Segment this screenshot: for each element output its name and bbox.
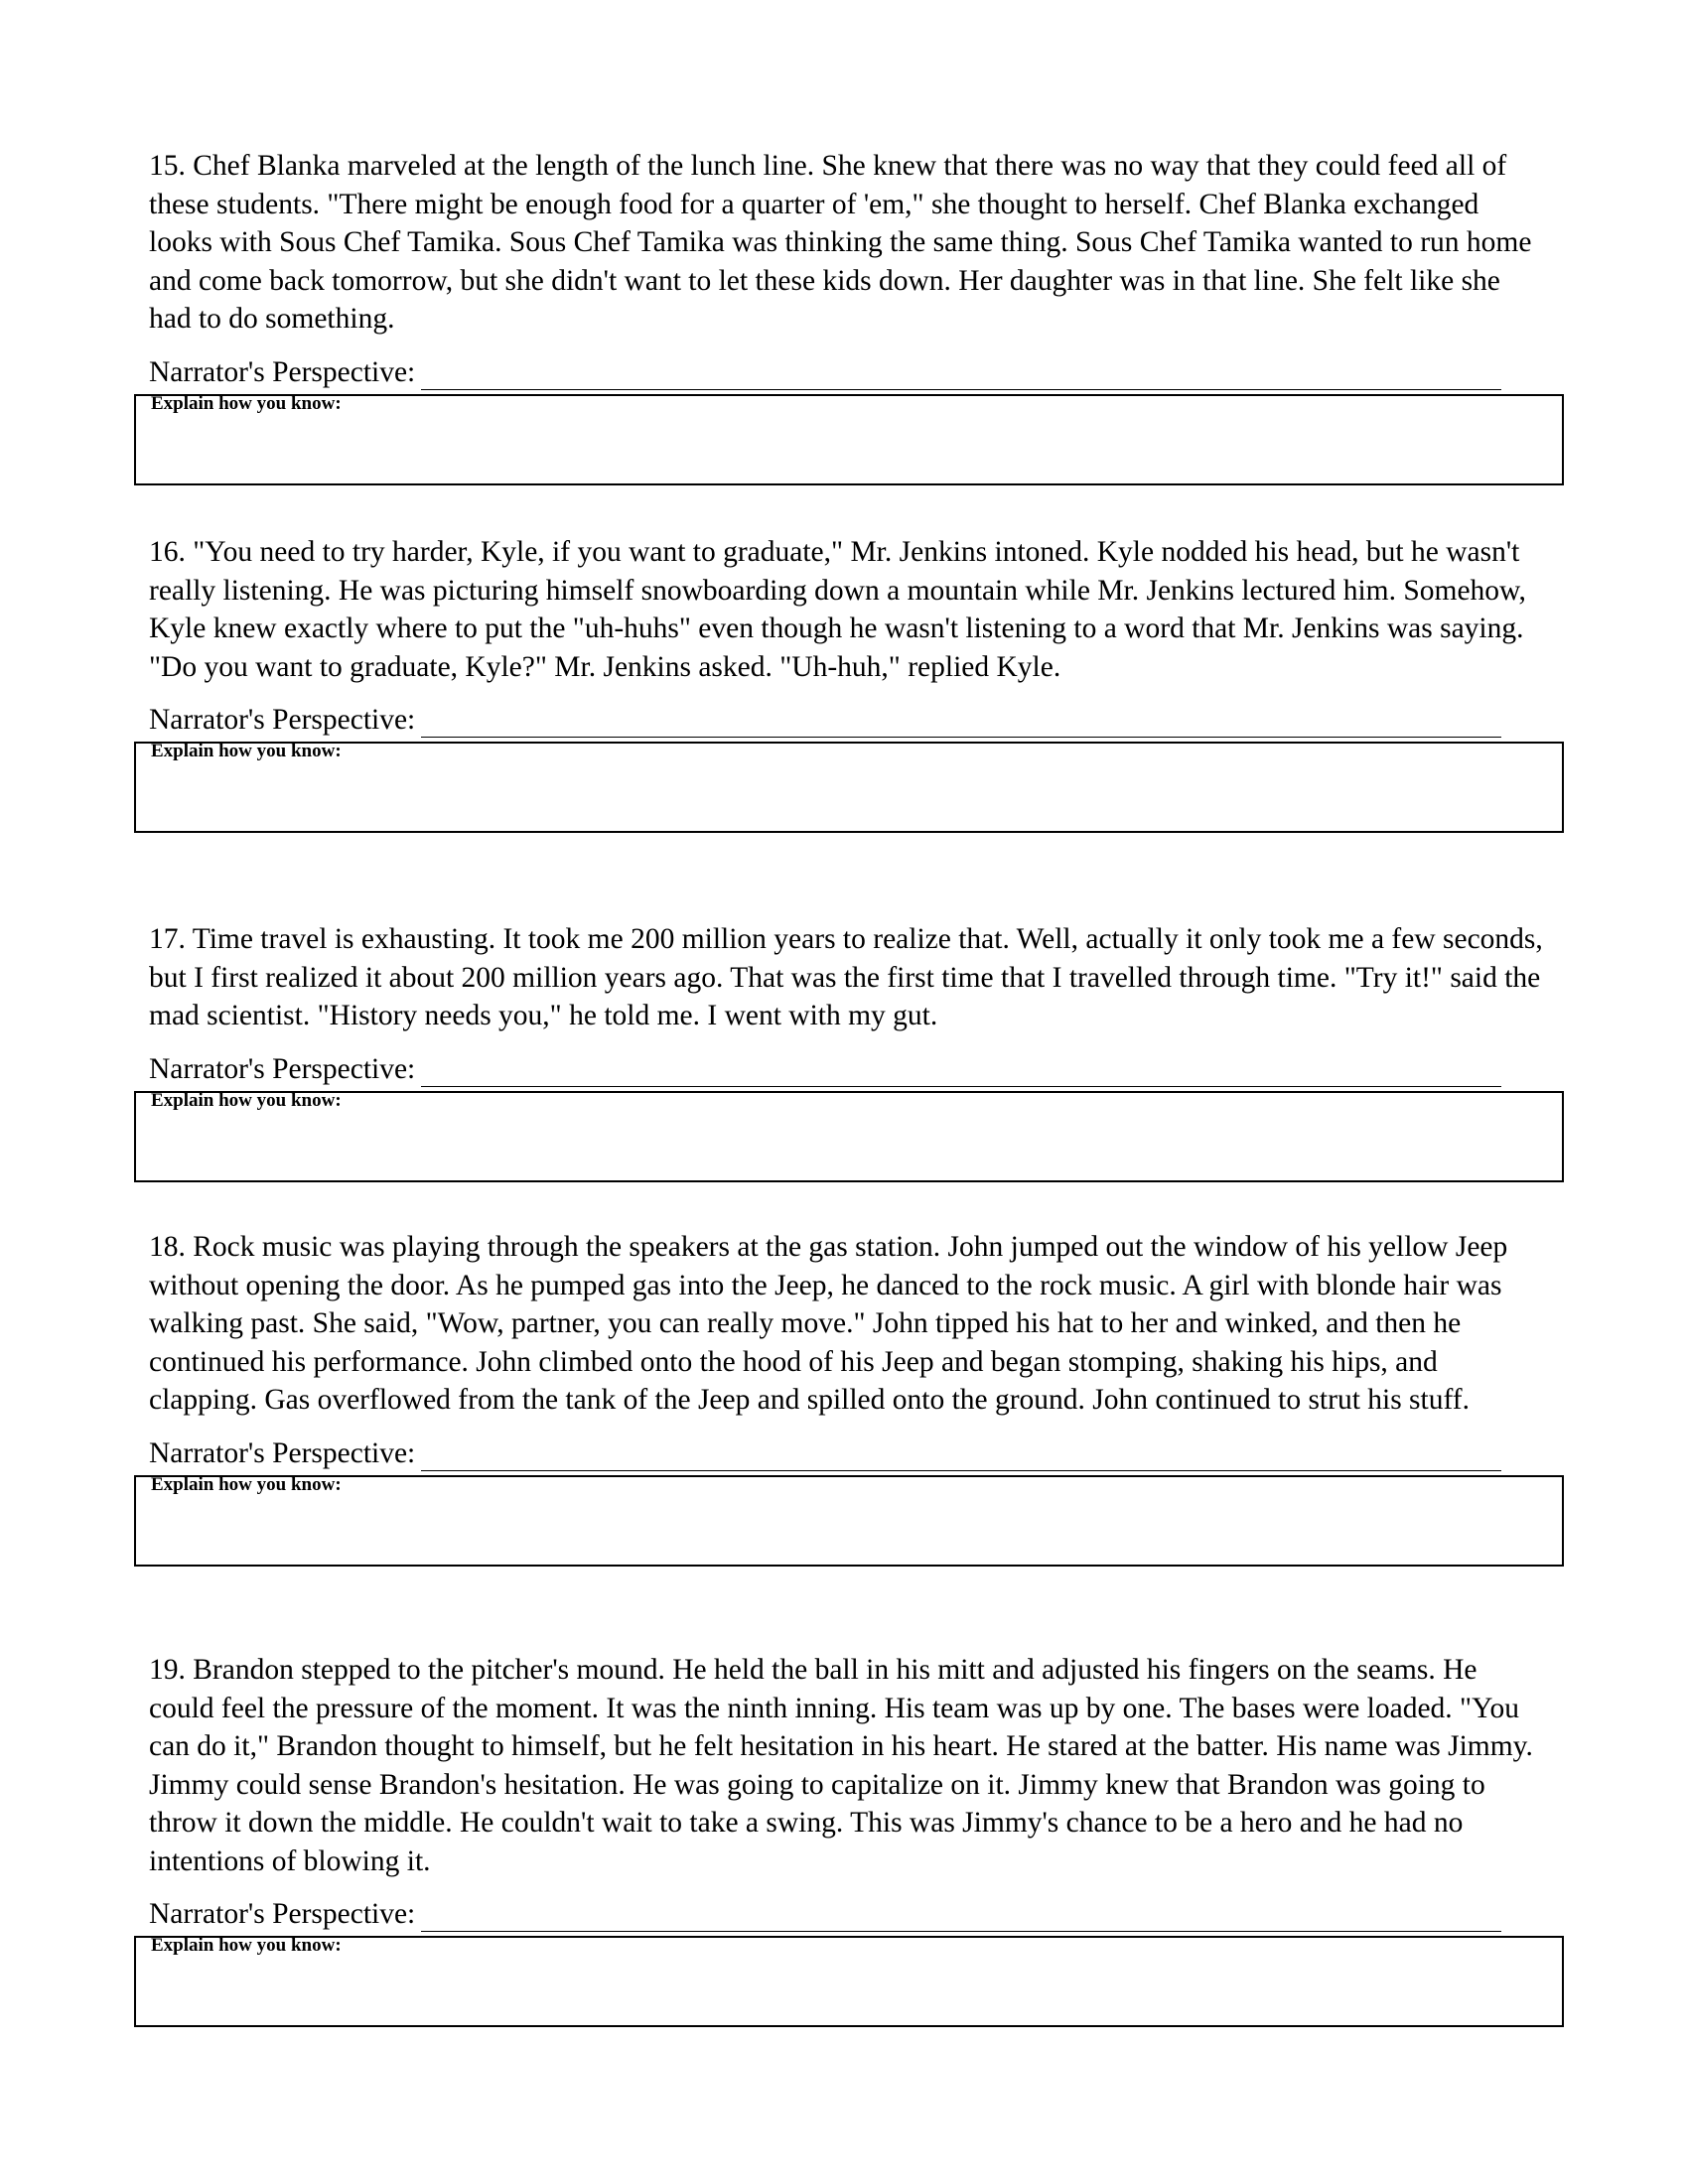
passage-text: 17. Time travel is exhausting. It took me 200 million years to realize that. Well, actually it only took me a few seconds, but I first realized it about 200 million years ago. That was the first time that I travelled through time. "Try it!" said the mad scientist. "History needs you," he told me. I went with my gut.	[149, 923, 1543, 1031]
narrator-perspective-label: Narrator's Perspective:	[149, 1052, 416, 1085]
narrator-perspective-label: Narrator's Perspective:	[149, 1436, 416, 1469]
narrator-perspective-answer-line[interactable]	[421, 1056, 1501, 1087]
explain-answer-box[interactable]	[134, 394, 1564, 485]
passage-text: 19. Brandon stepped to the pitcher's mound. He held the ball in his mitt and adjusted his fingers on the seams. He could feel the pressure of the moment. It was the ninth inning. His team was up by one. The bases were loaded. "You can do it," Brandon thought to himself, but he felt hesitation in his heart. He stared at the batter. His name was Jimmy. Jimmy could sense Brandon's hesitation. He was going to capitalize on it. Jimmy knew that Brandon was going to throw it down the middle. He couldn't wait to take a swing. This was Jimmy's chance to be a hero and he had no intentions of blowing it.	[149, 1654, 1533, 1877]
explain-answer-box[interactable]	[134, 1091, 1564, 1182]
narrator-perspective-row	[149, 1051, 1564, 1087]
question-17	[149, 920, 1564, 1182]
narrator-perspective-row	[149, 354, 1564, 390]
question-15	[149, 147, 1564, 485]
explain-label: Explain how you know:	[151, 1935, 342, 1956]
narrator-perspective-row	[149, 702, 1564, 738]
narrator-perspective-row	[149, 1435, 1564, 1471]
question-16	[149, 533, 1564, 833]
explain-label: Explain how you know:	[151, 392, 342, 414]
narrator-perspective-answer-line[interactable]	[421, 707, 1501, 738]
narrator-perspective-row	[149, 1896, 1564, 1932]
explain-answer-box[interactable]	[134, 1936, 1564, 2027]
explain-label: Explain how you know:	[151, 741, 342, 761]
narrator-perspective-answer-line[interactable]	[421, 1440, 1501, 1471]
passage-text: 18. Rock music was playing through the speakers at the gas station. John jumped out the window of his yellow Jeep without opening the door. As he pumped gas into the Jeep, he danced to the rock music. A girl with blonde hair was walking past. She said, "Wow, partner, you can really move." John tipped his hat to her and winked, and then he continued his performance. John climbed onto the hood of his Jeep and began stomping, shaking his hips, and clapping. Gas overflowed from the tank of the Jeep and spilled onto the ground. John continued to strut his stuff.	[149, 1231, 1508, 1416]
explain-answer-box[interactable]	[134, 1475, 1564, 1567]
explain-label: Explain how you know:	[151, 1089, 342, 1111]
narrator-perspective-answer-line[interactable]	[421, 359, 1501, 390]
narrator-perspective-label: Narrator's Perspective:	[149, 704, 416, 736]
question-19	[149, 1651, 1564, 2027]
passage-text: 15. Chef Blanka marveled at the length of the lunch line. She knew that there was no way that they could feed all of these students. "There might be enough food for a quarter of 'em," she thought to herself. Chef Blanka exchanged looks with Sous Chef Tamika. Sous Chef Tamika was thinking the same thing. Sous Chef Tamika wanted to run home and come back tomorrow, but she didn't want to let these kids down. Her daughter was in that line. She felt like she had to do something.	[149, 150, 1532, 335]
narrator-perspective-label: Narrator's Perspective:	[149, 355, 416, 388]
narrator-perspective-answer-line[interactable]	[421, 1901, 1501, 1932]
passage-text: 16. "You need to try harder, Kyle, if you want to graduate," Mr. Jenkins intoned. Kyle nodded his head, but he wasn't really listening. He was picturing himself snowboarding down a mountain while Mr. Jenkins lectured him. Somehow, Kyle knew exactly where to put the "uh-huhs" even though he wasn't listening to a word that Mr. Jenkins was saying. "Do you want to graduate, Kyle?" Mr. Jenkins asked. "Uh-huh," replied Kyle.	[149, 536, 1526, 683]
question-18	[149, 1228, 1564, 1567]
narrator-perspective-label: Narrator's Perspective:	[149, 1898, 416, 1930]
explain-answer-box[interactable]	[134, 742, 1564, 833]
explain-label: Explain how you know:	[151, 1473, 342, 1495]
